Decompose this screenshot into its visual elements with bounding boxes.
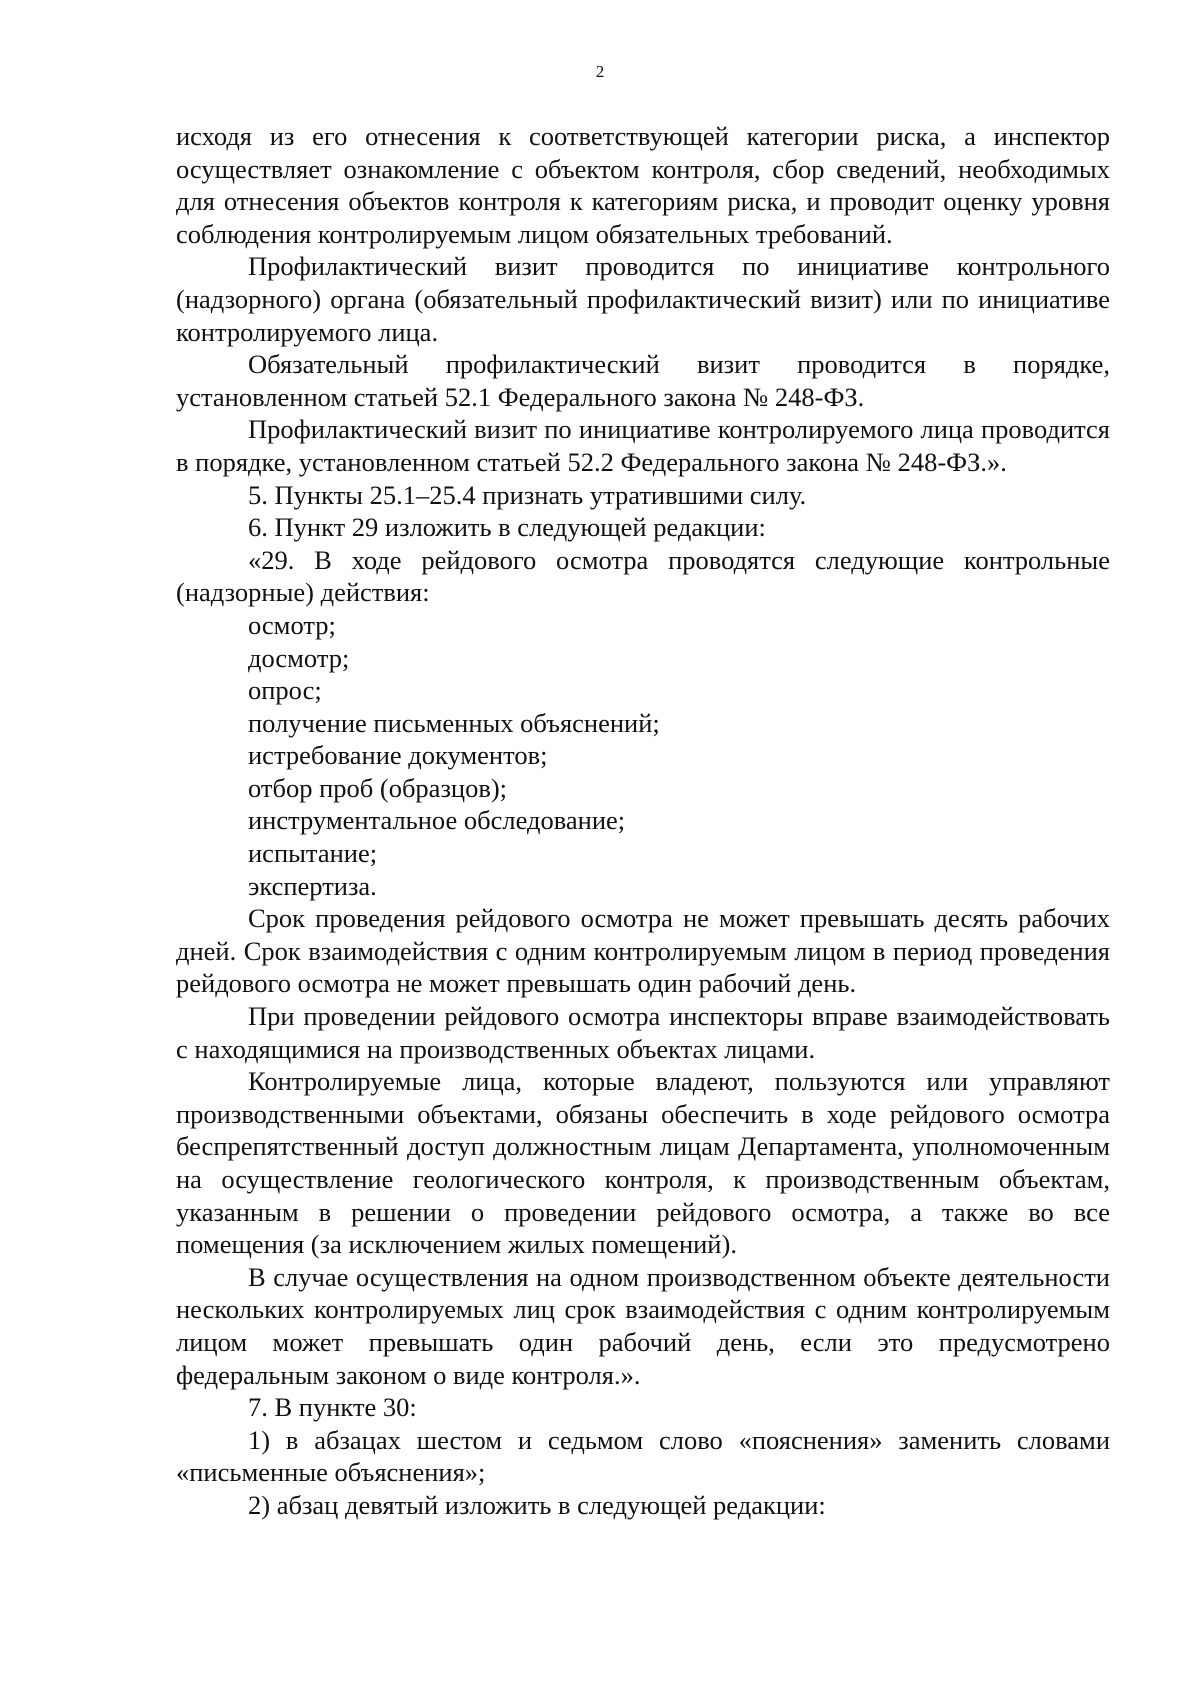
paragraph-access-obligation: Контролируемые лица, которые владеют, пользуются или управляют производственными объектами, обязаны обеспечить в ходе рейдового осмотра беспрепятственный доступ должностным лицам Департамента, уполномоченным на осуществление геологического контроля, к производственным объектам, указанным в решении о проведении рейдового осмотра, а также во все помещения (за исключением жилых помещений). [176, 1066, 1110, 1260]
paragraph-subitem-1: 1) в абзацах шестом и седьмом слово «пояснения» заменить словами «письменные объяснения»; [176, 1424, 1110, 1488]
list-item: досмотр; [248, 642, 350, 673]
list-item: инструментальное обследование; [248, 805, 626, 836]
paragraph-preventive-visit-initiative: Профилактический визит проводится по инициативе контрольного (надзорного) органа (обязательный профилактический визит) или по инициативе контролируемого лица. [176, 251, 1110, 347]
list-item: получение письменных объяснений; [248, 707, 660, 738]
list-item: экспертиза. [248, 870, 377, 901]
paragraph-inspector-interaction: При проведении рейдового осмотра инспекторы вправе взаимодействовать с находящимися на производственных объектах лицами. [176, 1001, 1110, 1064]
paragraph-multiple-persons: В случае осуществления на одном производственном объекте деятельности нескольких контролируемых лиц срок взаимодействия с одним контролируемым лицом может превышать один рабочий день, если это предусмотрено федеральным законом о виде контроля.». [176, 1261, 1110, 1390]
paragraph-item-6: 6. Пункт 29 изложить в следующей редакции: [248, 512, 766, 543]
paragraph-item-7: 7. В пункте 30: [248, 1392, 417, 1423]
list-item: осмотр; [248, 609, 336, 640]
paragraph-item-5: 5. Пункты 25.1–25.4 признать утратившими силу. [248, 479, 807, 510]
paragraph-raid-duration: Срок проведения рейдового осмотра не может превышать десять рабочих дней. Срок взаимодействия с одним контролируемым лицом в период проведения рейдового осмотра не может превышать один рабочий день. [176, 903, 1110, 999]
paragraph-subitem-2: 2) абзац девятый изложить в следующей редакции: [248, 1489, 826, 1520]
paragraph-mandatory-visit: Обязательный профилактический визит проводится в порядке, установленном статьей 52.1 Федерального закона № 248-ФЗ. [176, 349, 1110, 412]
list-item: испытание; [248, 838, 378, 869]
page-number: 2 [595, 62, 605, 81]
list-item: истребование документов; [248, 740, 548, 771]
document-body [176, 120, 1110, 1522]
paragraph-visit-by-controlled-person: Профилактический визит по инициативе контролируемого лица проводится в порядке, установленном статьей 52.2 Федерального закона № 248-ФЗ.». [176, 414, 1110, 477]
paragraph-clause-29: «29. В ходе рейдового осмотра проводятся следующие контрольные (надзорные) действия: [176, 544, 1110, 608]
paragraph-risk-category-continuation: исходя из его отнесения к соответствующей категории риска, а инспектор осуществляет ознакомление с объектом контроля, сбор сведений, необходимых для отнесения объектов контроля к категориям риска, и проводит оценку уровня соблюдения контролируемым лицом обязательных требований. [176, 121, 1110, 249]
list-item: опрос; [248, 675, 322, 706]
list-item: отбор проб (образцов); [248, 772, 508, 803]
